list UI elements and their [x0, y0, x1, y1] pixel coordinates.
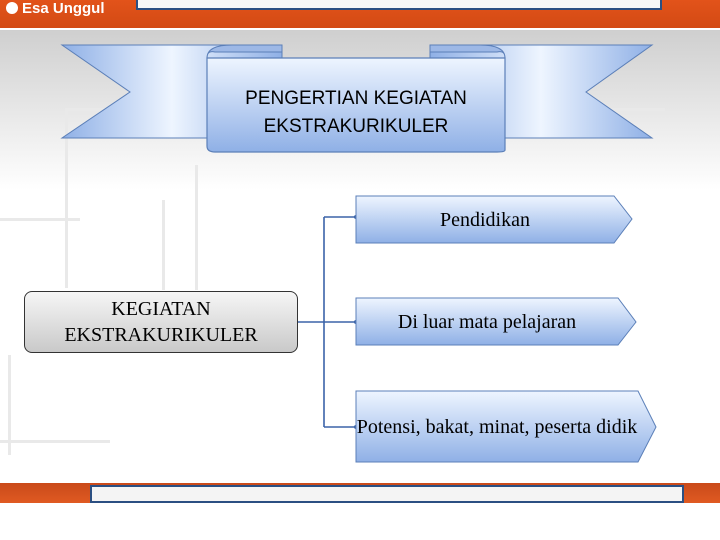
branch-node-potensi: Potensi, bakat, minat, peserta didik: [356, 415, 638, 438]
logo-text: Esa Unggul: [22, 0, 105, 17]
root-node: KEGIATAN EKSTRAKURIKULER: [24, 291, 298, 353]
branch-node-di-luar-mata-pelajaran: Di luar mata pelajaran: [397, 310, 577, 333]
footer-panel: [90, 485, 684, 503]
footer-bottom: [0, 520, 720, 540]
branch-node-pendidikan: Pendidikan: [440, 208, 530, 231]
connector-lines: [296, 217, 356, 427]
diagram-title: PENGERTIAN KEGIATAN EKSTRAKURIKULER: [245, 88, 467, 137]
